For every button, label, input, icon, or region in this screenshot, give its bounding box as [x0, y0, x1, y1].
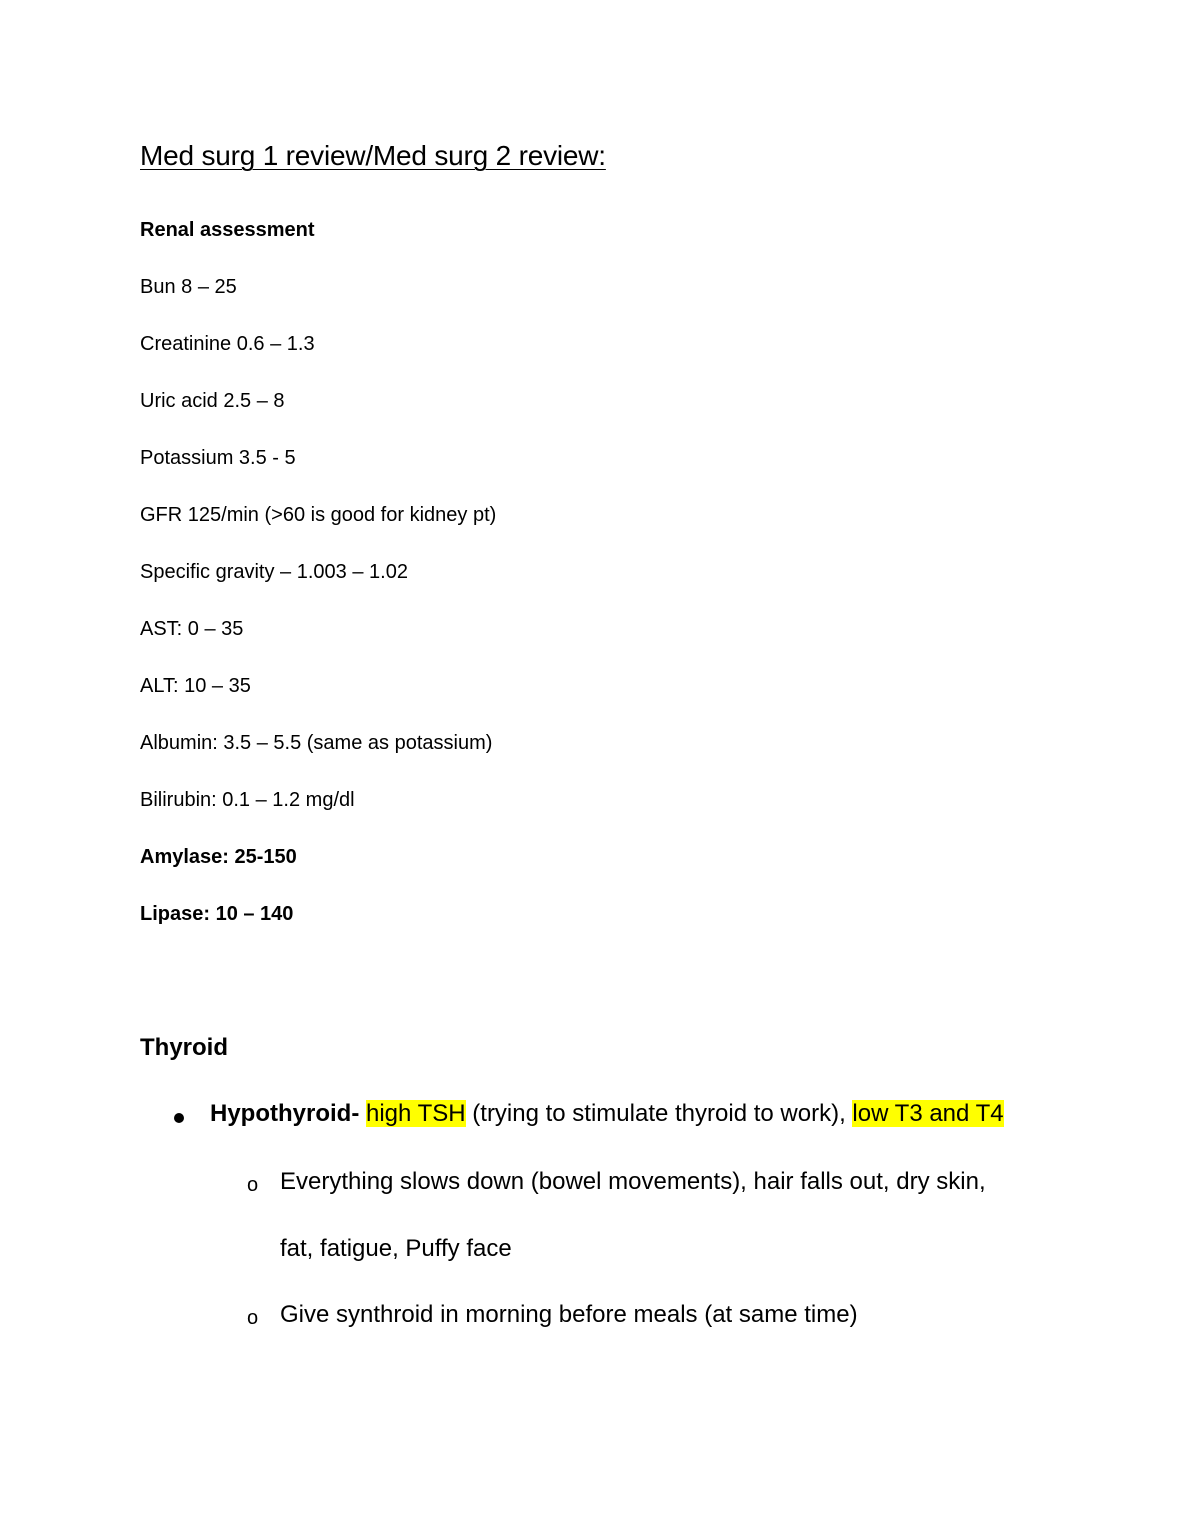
sub-bullet-circle-icon: o — [247, 1174, 259, 1196]
hypothyroid-text — [210, 1100, 1004, 1128]
page-title: Med surg 1 review/Med surg 2 review: — [140, 140, 606, 171]
lab-value-specific-gravity: Specific gravity – 1.003 – 1.02 — [140, 561, 408, 583]
thyroid-heading: Thyroid — [140, 1034, 228, 1061]
hypothyroid-middle-text: (trying to stimulate thyroid to work), — [465, 1100, 853, 1127]
highlight-high-tsh: high TSH — [366, 1100, 466, 1127]
sub-item-symptoms-line2: fat, fatigue, Puffy face — [280, 1235, 512, 1262]
lab-value-gfr: GFR 125/min (>60 is good for kidney pt) — [140, 504, 497, 526]
highlight-low-t3-t4: low T3 and T4 — [852, 1100, 1004, 1127]
lab-value-ast: AST: 0 – 35 — [140, 618, 244, 640]
lab-value-lipase: Lipase: 10 – 140 — [140, 903, 294, 925]
lab-value-albumin: Albumin: 3.5 – 5.5 (same as potassium) — [140, 732, 493, 754]
sub-bullet-circle-icon: o — [247, 1307, 259, 1329]
lab-value-alt: ALT: 10 – 35 — [140, 675, 251, 697]
lab-value-creatinine: Creatinine 0.6 – 1.3 — [140, 333, 315, 355]
renal-assessment-heading: Renal assessment — [140, 219, 315, 241]
hypothyroid-label: Hypothyroid- — [210, 1100, 360, 1127]
bullet-dot-icon — [174, 1113, 184, 1123]
lab-value-bilirubin: Bilirubin: 0.1 – 1.2 mg/dl — [140, 789, 355, 811]
lab-value-uric-acid: Uric acid 2.5 – 8 — [140, 390, 285, 412]
lab-value-bun: Bun 8 – 25 — [140, 276, 237, 298]
sub-item-synthroid: Give synthroid in morning before meals (at same time) — [280, 1301, 858, 1328]
lab-value-amylase: Amylase: 25-150 — [140, 846, 297, 868]
sub-item-symptoms-line1: Everything slows down (bowel movements), hair falls out, dry skin, — [280, 1168, 986, 1195]
lab-value-potassium: Potassium 3.5 - 5 — [140, 447, 296, 469]
